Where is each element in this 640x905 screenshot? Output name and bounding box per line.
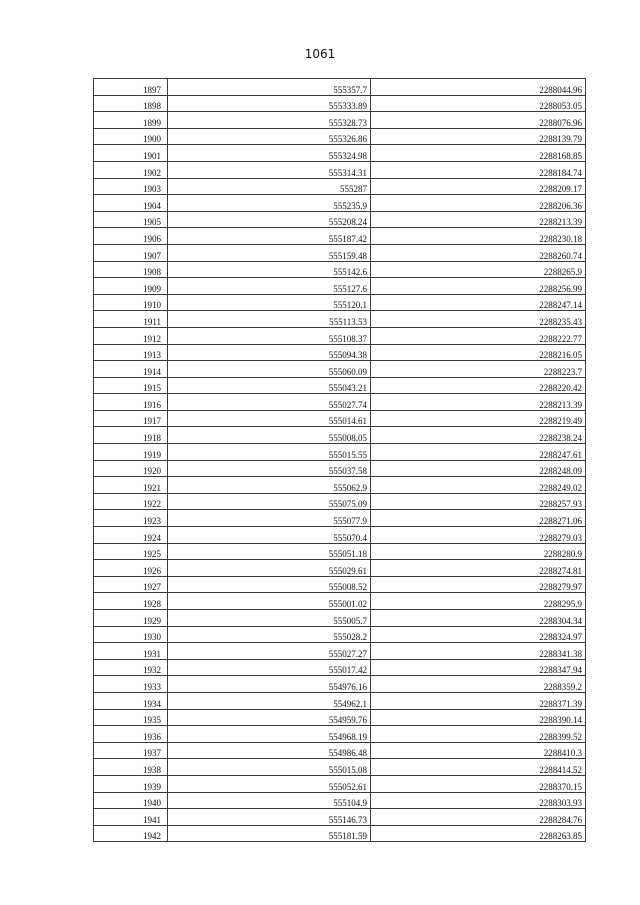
table-row: [94, 278, 586, 295]
point-id-cell: 1897: [94, 79, 168, 96]
point-id-cell: 1917: [94, 410, 168, 427]
table-row: [94, 95, 586, 112]
point-id-cell: 1924: [94, 527, 168, 544]
point-id-cell: 1919: [94, 444, 168, 461]
y-coordinate-cell: 2288370.15: [371, 775, 586, 792]
x-coordinate-cell: 555005.7: [168, 610, 371, 627]
table-row: [94, 361, 586, 378]
x-coordinate-cell: 555027.27: [168, 643, 371, 660]
x-coordinate-cell: 555051.18: [168, 543, 371, 560]
table-row: [94, 560, 586, 577]
table-row: [94, 676, 586, 693]
table-row: [94, 692, 586, 709]
y-coordinate-cell: 2288359.2: [371, 676, 586, 693]
x-coordinate-cell: 555075.09: [168, 493, 371, 510]
point-id-cell: 1899: [94, 112, 168, 129]
point-id-cell: 1922: [94, 493, 168, 510]
x-coordinate-cell: 555094.38: [168, 344, 371, 361]
table-row: [94, 112, 586, 129]
y-coordinate-cell: 2288247.14: [371, 294, 586, 311]
y-coordinate-cell: 2288184.74: [371, 161, 586, 178]
table-row: [94, 327, 586, 344]
x-coordinate-cell: 555159.48: [168, 244, 371, 261]
y-coordinate-cell: 2288303.93: [371, 792, 586, 809]
x-coordinate-cell: 555357.7: [168, 79, 371, 96]
table-row: [94, 244, 586, 261]
point-id-cell: 1934: [94, 692, 168, 709]
table-row: [94, 294, 586, 311]
y-coordinate-cell: 2288053.05: [371, 95, 586, 112]
x-coordinate-cell: 554968.19: [168, 726, 371, 743]
x-coordinate-cell: 555043.21: [168, 377, 371, 394]
x-coordinate-cell: 555324.98: [168, 145, 371, 162]
point-id-cell: 1900: [94, 128, 168, 145]
x-coordinate-cell: 555008.52: [168, 576, 371, 593]
y-coordinate-cell: 2288284.76: [371, 809, 586, 826]
y-coordinate-cell: 2288263.85: [371, 825, 586, 842]
table-row: [94, 410, 586, 427]
x-coordinate-cell: 555070.4: [168, 527, 371, 544]
table-body: [94, 79, 586, 842]
table-row: [94, 228, 586, 245]
point-id-cell: 1909: [94, 278, 168, 295]
x-coordinate-cell: 555108.37: [168, 327, 371, 344]
point-id-cell: 1942: [94, 825, 168, 842]
table-row: [94, 394, 586, 411]
coordinates-table: [93, 78, 586, 842]
y-coordinate-cell: 2288371.39: [371, 692, 586, 709]
point-id-cell: 1927: [94, 576, 168, 593]
table-row: [94, 344, 586, 361]
point-id-cell: 1932: [94, 659, 168, 676]
point-id-cell: 1939: [94, 775, 168, 792]
x-coordinate-cell: 555187.42: [168, 228, 371, 245]
y-coordinate-cell: 2288347.94: [371, 659, 586, 676]
x-coordinate-cell: 555181.59: [168, 825, 371, 842]
y-coordinate-cell: 2288168.85: [371, 145, 586, 162]
point-id-cell: 1901: [94, 145, 168, 162]
y-coordinate-cell: 2288390.14: [371, 709, 586, 726]
table-row: [94, 543, 586, 560]
y-coordinate-cell: 2288220.42: [371, 377, 586, 394]
table-row: [94, 211, 586, 228]
point-id-cell: 1908: [94, 261, 168, 278]
point-id-cell: 1935: [94, 709, 168, 726]
table-row: [94, 510, 586, 527]
y-coordinate-cell: 2288399.52: [371, 726, 586, 743]
table-row: [94, 145, 586, 162]
point-id-cell: 1914: [94, 361, 168, 378]
table-row: [94, 460, 586, 477]
y-coordinate-cell: 2288248.09: [371, 460, 586, 477]
x-coordinate-cell: 555001.02: [168, 593, 371, 610]
y-coordinate-cell: 2288216.05: [371, 344, 586, 361]
x-coordinate-cell: 555060.09: [168, 361, 371, 378]
y-coordinate-cell: 2288139.79: [371, 128, 586, 145]
point-id-cell: 1930: [94, 626, 168, 643]
x-coordinate-cell: 555028.2: [168, 626, 371, 643]
point-id-cell: 1915: [94, 377, 168, 394]
x-coordinate-cell: 555120.1: [168, 294, 371, 311]
y-coordinate-cell: 2288410.3: [371, 742, 586, 759]
table-row: [94, 128, 586, 145]
x-coordinate-cell: 554976.16: [168, 676, 371, 693]
table-row: [94, 742, 586, 759]
point-id-cell: 1902: [94, 161, 168, 178]
y-coordinate-cell: 2288414.52: [371, 759, 586, 776]
y-coordinate-cell: 2288213.39: [371, 211, 586, 228]
y-coordinate-cell: 2288206.36: [371, 195, 586, 212]
table-row: [94, 178, 586, 195]
y-coordinate-cell: 2288279.03: [371, 527, 586, 544]
table-row: [94, 809, 586, 826]
y-coordinate-cell: 2288230.18: [371, 228, 586, 245]
page-number: 1061: [304, 47, 336, 61]
x-coordinate-cell: 555142.6: [168, 261, 371, 278]
x-coordinate-cell: 555015.55: [168, 444, 371, 461]
table-row: [94, 493, 586, 510]
point-id-cell: 1898: [94, 95, 168, 112]
point-id-cell: 1903: [94, 178, 168, 195]
x-coordinate-cell: 555333.89: [168, 95, 371, 112]
point-id-cell: 1904: [94, 195, 168, 212]
point-id-cell: 1912: [94, 327, 168, 344]
y-coordinate-cell: 2288274.81: [371, 560, 586, 577]
table-row: [94, 576, 586, 593]
x-coordinate-cell: 554986.48: [168, 742, 371, 759]
point-id-cell: 1921: [94, 477, 168, 494]
y-coordinate-cell: 2288076.96: [371, 112, 586, 129]
point-id-cell: 1931: [94, 643, 168, 660]
point-id-cell: 1940: [94, 792, 168, 809]
y-coordinate-cell: 2288280.9: [371, 543, 586, 560]
x-coordinate-cell: 555052.61: [168, 775, 371, 792]
table-row: [94, 261, 586, 278]
x-coordinate-cell: 555027.74: [168, 394, 371, 411]
x-coordinate-cell: 555113.53: [168, 311, 371, 328]
table-row: [94, 79, 586, 96]
x-coordinate-cell: 555029.61: [168, 560, 371, 577]
point-id-cell: 1911: [94, 311, 168, 328]
table-row: [94, 759, 586, 776]
x-coordinate-cell: 555008.05: [168, 427, 371, 444]
point-id-cell: 1937: [94, 742, 168, 759]
point-id-cell: 1905: [94, 211, 168, 228]
x-coordinate-cell: 555037.58: [168, 460, 371, 477]
y-coordinate-cell: 2288222.77: [371, 327, 586, 344]
y-coordinate-cell: 2288260.74: [371, 244, 586, 261]
table-row: [94, 444, 586, 461]
table-row: [94, 161, 586, 178]
x-coordinate-cell: 555287: [168, 178, 371, 195]
x-coordinate-cell: 555326.86: [168, 128, 371, 145]
x-coordinate-cell: 555146.73: [168, 809, 371, 826]
y-coordinate-cell: 2288279.97: [371, 576, 586, 593]
table-row: [94, 825, 586, 842]
point-id-cell: 1906: [94, 228, 168, 245]
point-id-cell: 1918: [94, 427, 168, 444]
point-id-cell: 1926: [94, 560, 168, 577]
y-coordinate-cell: 2288213.39: [371, 394, 586, 411]
point-id-cell: 1925: [94, 543, 168, 560]
y-coordinate-cell: 2288257.93: [371, 493, 586, 510]
x-coordinate-cell: 554962.1: [168, 692, 371, 709]
x-coordinate-cell: 555314.31: [168, 161, 371, 178]
point-id-cell: 1941: [94, 809, 168, 826]
y-coordinate-cell: 2288324.97: [371, 626, 586, 643]
table-row: [94, 427, 586, 444]
x-coordinate-cell: 555014.61: [168, 410, 371, 427]
x-coordinate-cell: 555235.9: [168, 195, 371, 212]
y-coordinate-cell: 2288223.7: [371, 361, 586, 378]
table-row: [94, 792, 586, 809]
point-id-cell: 1923: [94, 510, 168, 527]
table-row: [94, 195, 586, 212]
x-coordinate-cell: 555077.9: [168, 510, 371, 527]
y-coordinate-cell: 2288256.99: [371, 278, 586, 295]
table-row: [94, 626, 586, 643]
y-coordinate-cell: 2288295.9: [371, 593, 586, 610]
y-coordinate-cell: 2288341.38: [371, 643, 586, 660]
x-coordinate-cell: 555015.08: [168, 759, 371, 776]
x-coordinate-cell: 555062.9: [168, 477, 371, 494]
y-coordinate-cell: 2288249.02: [371, 477, 586, 494]
y-coordinate-cell: 2288235.43: [371, 311, 586, 328]
y-coordinate-cell: 2288238.24: [371, 427, 586, 444]
x-coordinate-cell: 554959.76: [168, 709, 371, 726]
y-coordinate-cell: 2288265.9: [371, 261, 586, 278]
x-coordinate-cell: 555017.42: [168, 659, 371, 676]
point-id-cell: 1920: [94, 460, 168, 477]
x-coordinate-cell: 555127.6: [168, 278, 371, 295]
point-id-cell: 1933: [94, 676, 168, 693]
table-row: [94, 527, 586, 544]
x-coordinate-cell: 555208.24: [168, 211, 371, 228]
table-row: [94, 610, 586, 627]
table-row: [94, 593, 586, 610]
point-id-cell: 1929: [94, 610, 168, 627]
table-row: [94, 643, 586, 660]
point-id-cell: 1910: [94, 294, 168, 311]
table-row: [94, 477, 586, 494]
point-id-cell: 1936: [94, 726, 168, 743]
x-coordinate-cell: 555328.73: [168, 112, 371, 129]
point-id-cell: 1928: [94, 593, 168, 610]
table-row: [94, 311, 586, 328]
y-coordinate-cell: 2288044.96: [371, 79, 586, 96]
table-row: [94, 659, 586, 676]
table-row: [94, 726, 586, 743]
point-id-cell: 1938: [94, 759, 168, 776]
point-id-cell: 1916: [94, 394, 168, 411]
y-coordinate-cell: 2288209.17: [371, 178, 586, 195]
table-row: [94, 709, 586, 726]
point-id-cell: 1907: [94, 244, 168, 261]
table-row: [94, 775, 586, 792]
y-coordinate-cell: 2288219.49: [371, 410, 586, 427]
y-coordinate-cell: 2288271.06: [371, 510, 586, 527]
x-coordinate-cell: 555104.9: [168, 792, 371, 809]
y-coordinate-cell: 2288304.34: [371, 610, 586, 627]
y-coordinate-cell: 2288247.61: [371, 444, 586, 461]
table-row: [94, 377, 586, 394]
point-id-cell: 1913: [94, 344, 168, 361]
